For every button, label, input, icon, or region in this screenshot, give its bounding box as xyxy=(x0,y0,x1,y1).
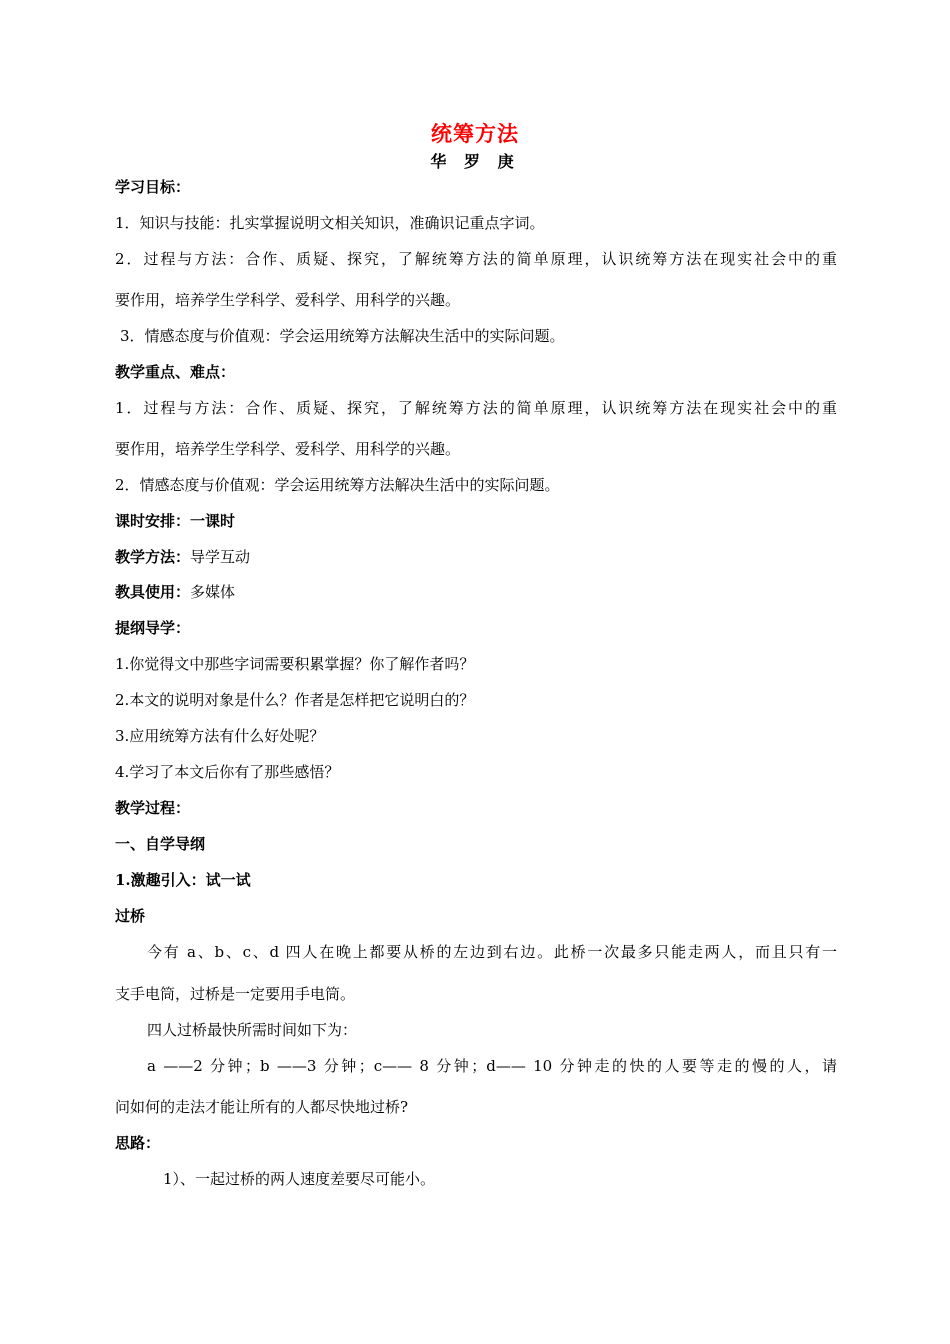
outline-heading: 提纲导学： xyxy=(115,619,191,637)
teaching-tools-value: 多媒体 xyxy=(190,583,236,601)
outline-question-2: 2.本文的说明对象是什么？作者是怎样把它说明白的？ xyxy=(115,691,475,709)
puzzle-paragraph-2: 四人过桥最快所需时间如下为： xyxy=(147,1021,358,1039)
key-points-heading: 教学重点、难点： xyxy=(115,363,236,381)
key-point-2: 2．情感态度与价值观：学会运用统筹方法解决生活中的实际问题。 xyxy=(115,476,560,494)
puzzle-paragraph-1-line-2: 支手电筒，过桥是一定要用手电筒。 xyxy=(115,985,356,1003)
intro-heading: 1.激趣引入：试一试 xyxy=(115,871,251,889)
document-author: 华 罗 庚 xyxy=(430,152,520,171)
teaching-method xyxy=(115,547,250,567)
thinking-heading: 思路： xyxy=(115,1134,161,1152)
goal-2-line-1: 2．过程与方法：合作、质疑、探究，了解统筹方法的简单原理，认识统筹方法在现实社会中的重 xyxy=(115,250,837,268)
goal-1: 1．知识与技能：扎实掌握说明文相关知识，准确识记重点字词。 xyxy=(115,214,545,232)
goals-heading: 学习目标： xyxy=(115,178,191,196)
thinking-point-1: 1）、一起过桥的两人速度差要尽可能小。 xyxy=(163,1170,436,1188)
puzzle-paragraph-3-line-1: a ——2 分钟；b ——3 分钟；c—— 8 分钟；d—— 10 分钟走的快的人要等走的慢的人，请 xyxy=(147,1057,837,1075)
outline-question-1: 1.你觉得文中那些字词需要积累掌握？你了解作者吗？ xyxy=(115,655,475,673)
key-point-1-line-2: 要作用，培养学生学科学、爱科学、用科学的兴趣。 xyxy=(115,440,461,458)
section-1-heading: 一、自学导纲 xyxy=(115,835,206,853)
key-point-1-line-1: 1．过程与方法：合作、质疑、探究，了解统筹方法的简单原理，认识统筹方法在现实社会中的重 xyxy=(115,399,837,417)
puzzle-paragraph-1-line-1: 今有 a、b、c、d 四人在晚上都要从桥的左边到右边。此桥一次最多只能走两人，而且只有一 xyxy=(147,943,837,961)
class-hours: 课时安排：一课时 xyxy=(115,512,236,530)
outline-question-3: 3.应用统筹方法有什么好处呢？ xyxy=(115,727,325,745)
teaching-method-value: 导学互动 xyxy=(190,548,251,566)
goal-2-line-2: 要作用，培养学生学科学、爱科学、用科学的兴趣。 xyxy=(115,291,461,309)
goal-3: 3．情感态度与价值观：学会运用统筹方法解决生活中的实际问题。 xyxy=(120,327,565,345)
document-title: 统筹方法 xyxy=(431,121,519,146)
teaching-tools-label: 教具使用： xyxy=(115,583,191,601)
teaching-tools xyxy=(115,582,235,602)
process-heading: 教学过程： xyxy=(115,799,191,817)
bridge-heading: 过桥 xyxy=(115,907,146,925)
teaching-method-label: 教学方法： xyxy=(115,548,191,566)
puzzle-paragraph-3-line-2: 问如何的走法才能让所有的人都尽快地过桥? xyxy=(115,1098,409,1116)
outline-question-4: 4.学习了本文后你有了那些感悟？ xyxy=(115,763,340,781)
